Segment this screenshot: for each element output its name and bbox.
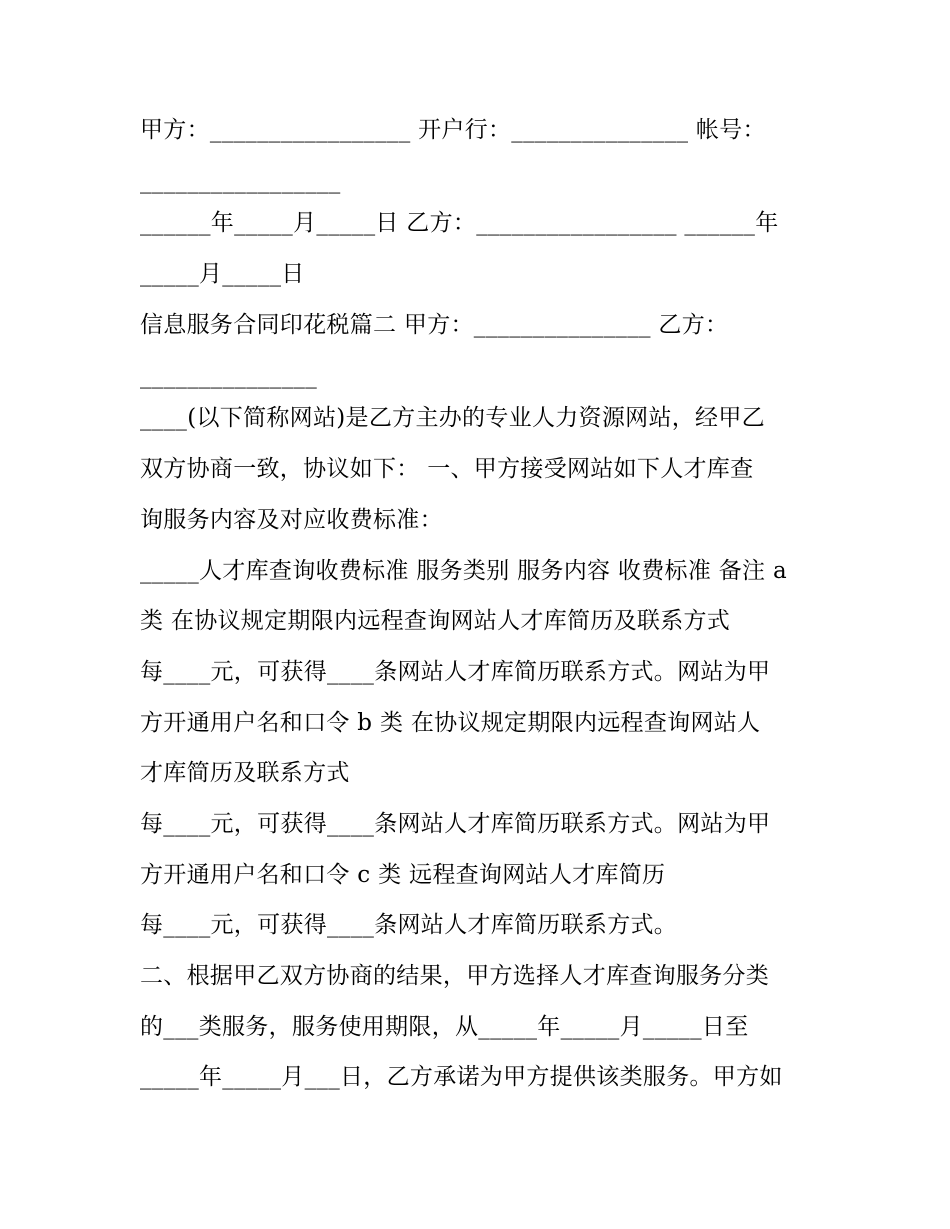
text-line: _________________	[140, 168, 341, 194]
text-line: 每____元，可获得____条网站人才库简历联系方式。网站为甲	[140, 659, 771, 685]
text-line: 询服务内容及对应收费标准：	[140, 507, 443, 533]
text-line: _____年_____月___日，乙方承诺为甲方提供该类服务。甲方如	[140, 1064, 783, 1090]
text-line: ______年_____月_____日 乙方：_________________ ______年	[140, 210, 779, 236]
text-line: 每____元，可获得____条网站人才库简历联系方式。	[140, 912, 678, 938]
text-line: 方开通用户名和口令 b 类 在协议规定期限内远程查询网站人	[140, 710, 761, 736]
text-line: 方开通用户名和口令 c 类 远程查询网站人才库简历	[140, 862, 666, 888]
text-line: ____(以下简称网站)是乙方主办的专业人力资源网站，经甲乙	[140, 405, 765, 431]
text-line: 类 在协议规定期限内远程查询网站人才库简历及联系方式	[140, 608, 731, 634]
text-line: 二、根据甲乙双方协商的结果，甲方选择人才库查询服务分类	[140, 963, 770, 989]
text-line: _____月_____日	[140, 261, 305, 287]
text-line: _______________	[140, 363, 317, 389]
text-line: 才库简历及联系方式	[140, 760, 350, 786]
text-line: 每____元，可获得____条网站人才库简历联系方式。网站为甲	[140, 811, 771, 837]
text-line: 信息服务合同印花税篇二 甲方：_______________ 乙方：	[140, 312, 729, 338]
text-line: 甲方：_________________ 开户行：_______________ 帐号：	[140, 117, 766, 143]
text-line: _____人才库查询收费标准 服务类别 服务内容 收费标准 备注 a	[140, 558, 787, 584]
text-line: 的___类服务，服务使用期限，从_____年_____月_____日至	[140, 1014, 749, 1040]
text-line: 双方协商一致，协议如下： 一、甲方接受网站如下人才库查	[140, 456, 754, 482]
